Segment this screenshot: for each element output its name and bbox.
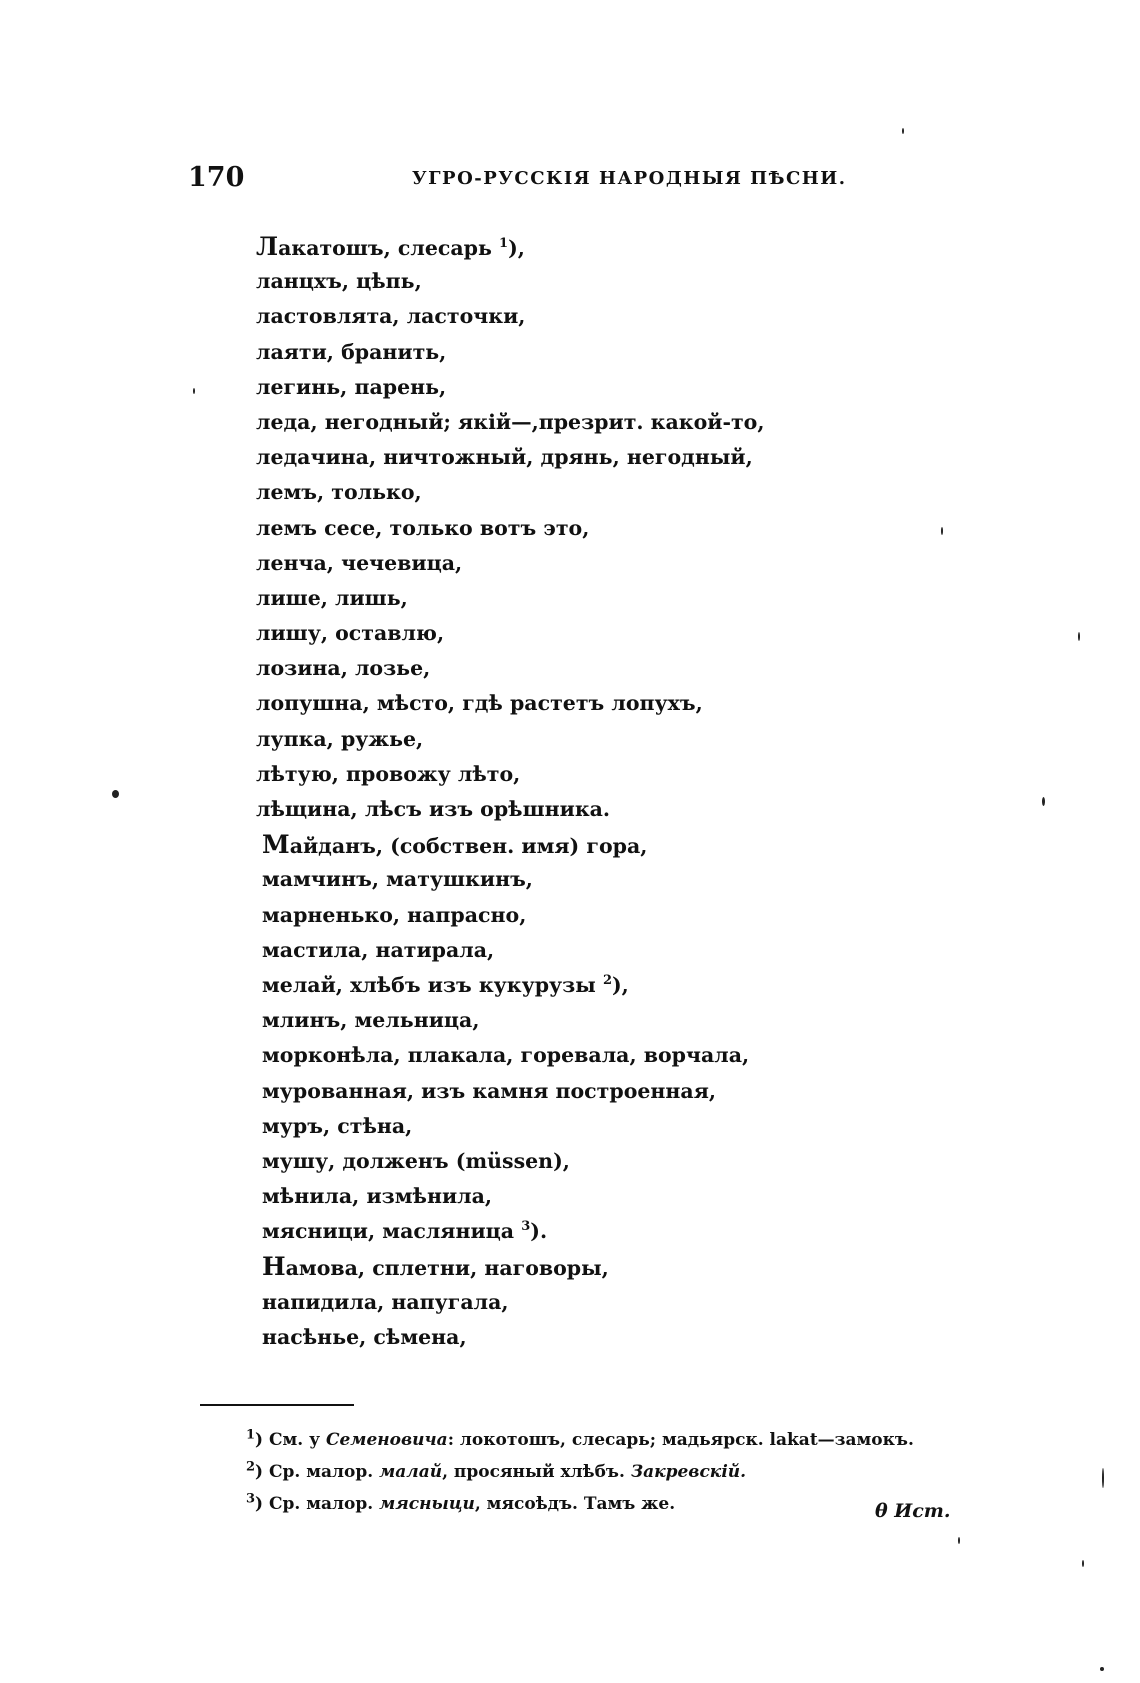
footnote-text: : локотошъ, слесарь; мадьярск. lakat—замокъ.	[447, 1430, 914, 1450]
glossary-entry: лаяти, бранить,	[256, 339, 447, 364]
entry-text: мясници, масляница	[262, 1219, 522, 1244]
glossary-entry: лишу, оставлю,	[256, 621, 445, 646]
footnotes	[246, 1424, 914, 1520]
footnote-italic: малай	[379, 1462, 443, 1482]
footnote-text: , просяный хлѣбъ.	[442, 1462, 631, 1482]
glossary-entry: лѣтую, провожу лѣто,	[256, 761, 521, 786]
glossary-entry: ледачина, ничтожный, дрянь, негодный,	[256, 445, 753, 470]
glossary-entry	[262, 1249, 764, 1284]
glossary-entry: ланцхъ, цѣпь,	[256, 269, 422, 294]
glossary-entry: лемъ сесе, только вотъ это,	[256, 515, 590, 540]
glossary-entry: мушу, долженъ (müssen),	[262, 1148, 570, 1173]
entry-initial: Л	[256, 232, 279, 261]
footnote-ref: 3	[521, 1219, 531, 1235]
scan-speck	[112, 790, 119, 798]
glossary-entry: легинь, парень,	[256, 374, 447, 399]
footnote-mark: 1	[246, 1427, 256, 1443]
glossary-entry: лозина, лозье,	[256, 656, 431, 681]
scan-speck	[1078, 632, 1080, 641]
glossary-entry: млинъ, мельница,	[262, 1008, 480, 1033]
glossary-entry: насѣнье, сѣмена,	[262, 1324, 467, 1349]
glossary-entry: лемъ, только,	[256, 480, 422, 505]
glossary-entry: марненько, напрасно,	[262, 902, 527, 927]
entry-text: амова, сплетни, наговоры,	[285, 1256, 609, 1281]
glossary-entry	[262, 968, 764, 1003]
scan-speck	[193, 388, 195, 394]
glossary-entry: морконѣла, плакала, горевала, ворчала,	[262, 1043, 750, 1068]
footnote-mark: 2	[246, 1459, 256, 1475]
glossary-entry: мѣнила, измѣнила,	[262, 1184, 493, 1209]
glossary-entry	[262, 827, 764, 862]
footnote-ref: 1	[499, 236, 509, 252]
scan-speck	[1102, 1468, 1104, 1488]
entry-tail: ).	[530, 1219, 548, 1244]
scan-speck	[1100, 1667, 1104, 1671]
footnote-ref: 2	[602, 973, 612, 989]
glossary-entry: мастила, натирала,	[262, 937, 495, 962]
glossary-entry: леда, негодный; якій—,презрит. какой-то,	[256, 409, 765, 434]
glossary-entry: лѣщина, лѣсъ изъ орѣшника.	[256, 797, 611, 821]
entry-tail: ),	[508, 236, 525, 260]
glossary-entry: ленча, чечевица,	[256, 550, 463, 575]
footnote-italic: мясныци	[379, 1494, 475, 1514]
glossary-entry: лопушна, мѣсто, гдѣ растетъ лопухъ,	[256, 691, 703, 716]
footnote	[246, 1456, 914, 1488]
glossary-entry: лупка, ружье,	[256, 726, 424, 751]
glossary-entry: мамчинъ, матушкинъ,	[262, 867, 533, 892]
footnote	[246, 1488, 914, 1520]
scan-speck	[902, 128, 904, 134]
entry-text: айданъ, (собствен. имя) гора,	[289, 834, 648, 859]
entry-tail: ),	[611, 972, 629, 997]
footnote-text: ) Ср. малор.	[255, 1462, 380, 1482]
entry-initial: М	[262, 830, 290, 860]
scan-speck	[958, 1537, 960, 1544]
glossary-entries	[256, 229, 764, 1355]
glossary-entry: мурованная, изъ камня построенная,	[262, 1078, 716, 1103]
glossary-entry: муръ, стѣна,	[262, 1113, 413, 1138]
footnote	[246, 1424, 914, 1456]
footnote-text: , мясоѣдъ. Тамъ же.	[474, 1494, 676, 1514]
footnote-mark: 3	[246, 1491, 256, 1507]
glossary-entry: ластовлята, ласточки,	[256, 304, 526, 329]
scan-speck	[1042, 797, 1045, 806]
scan-speck	[941, 527, 943, 535]
glossary-entry	[256, 229, 764, 264]
entry-text: акатошъ, слесарь	[278, 236, 500, 260]
running-head: УГРО-РУССКІЯ НАРОДНЫЯ ПѢСНИ.	[412, 168, 847, 189]
page-number: 170	[188, 162, 245, 193]
footnote-text: ) Ср. малор.	[255, 1494, 380, 1514]
footnote-italic: Семеновича	[325, 1430, 448, 1450]
glossary-entry: лише, лишь,	[256, 585, 408, 610]
glossary-entry: напидила, напугала,	[262, 1289, 509, 1314]
scan-speck	[1082, 1560, 1084, 1567]
glossary-entry	[262, 1214, 764, 1249]
library-stamp: θ Ист.	[875, 1500, 951, 1522]
footnote-italic: Закревскій.	[630, 1462, 747, 1482]
footnote-text: ) См. у	[255, 1430, 326, 1450]
entry-initial: Н	[262, 1252, 286, 1282]
entry-text: мелай, хлѣбъ изъ кукурузы	[262, 972, 603, 997]
footnote-divider	[200, 1404, 354, 1406]
